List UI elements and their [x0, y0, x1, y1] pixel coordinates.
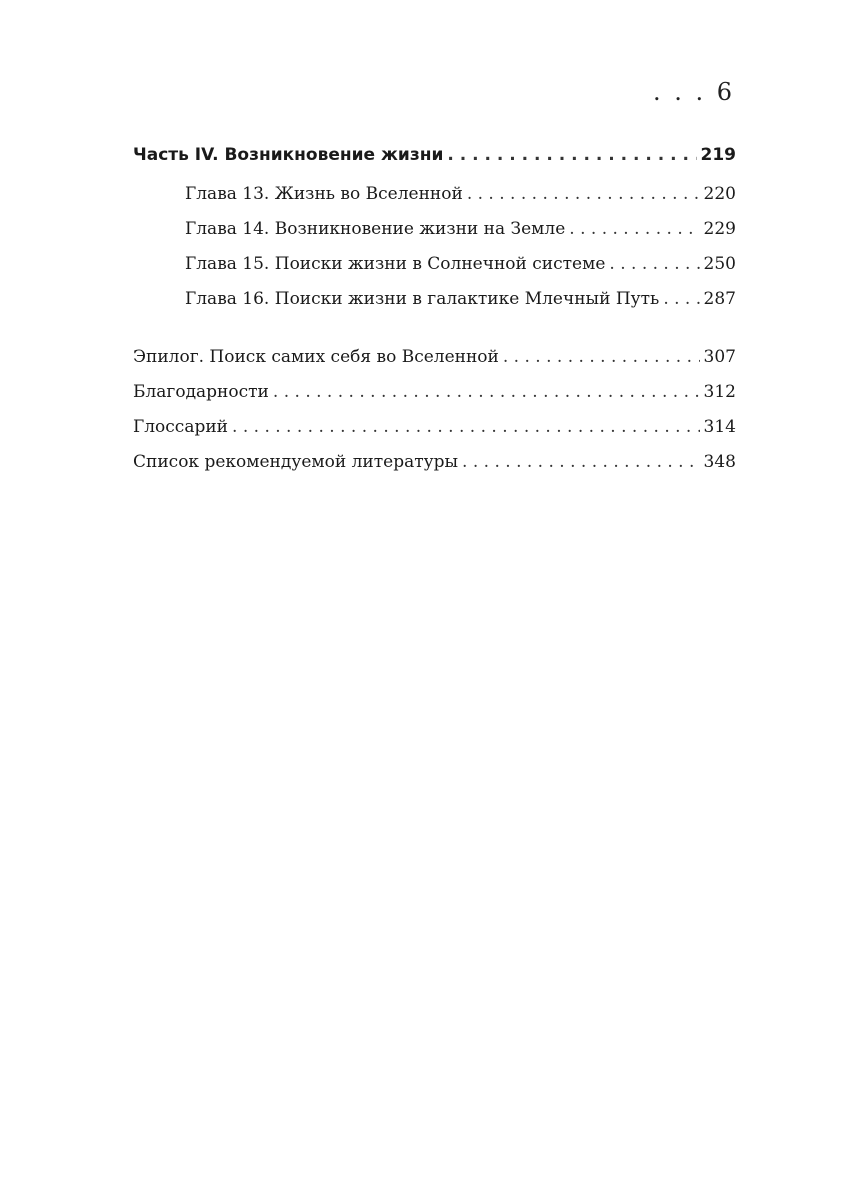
page-number: . . . 6 [652, 78, 735, 106]
toc-dot-leader [232, 417, 700, 437]
toc-back-title: Глоссарий [133, 417, 229, 437]
toc-part-entry[interactable] [133, 145, 736, 165]
toc-chapter-title: Глава 13. Жизнь во Вселенной [185, 184, 463, 204]
toc-chapter-page: 220 [703, 184, 736, 204]
toc-dot-leader [569, 219, 699, 239]
toc-part-title: Часть IV. Возникновение жизни [133, 145, 444, 165]
toc-dot-leader [503, 347, 700, 367]
toc-back-title: Список рекомендуемой литературы [133, 452, 459, 472]
toc-chapter-entry-14[interactable] [133, 219, 736, 239]
toc-back-title: Благодарности [133, 382, 269, 402]
toc-chapter-page: 229 [703, 219, 736, 239]
toc-back-page: 307 [703, 347, 736, 367]
toc-chapter-title: Глава 14. Возникновение жизни на Земле [185, 219, 566, 239]
toc-dot-leader [467, 184, 700, 204]
toc-dot-leader [273, 382, 700, 402]
toc-back-title: Эпилог. Поиск самих себя во Вселенной [133, 347, 499, 367]
table-of-contents [133, 145, 736, 487]
toc-acknowledgements-entry[interactable] [133, 382, 736, 402]
toc-back-page: 312 [703, 382, 736, 402]
toc-chapter-entry-15[interactable] [133, 254, 736, 274]
toc-dot-leader [663, 289, 699, 309]
toc-chapter-entry-16[interactable] [133, 289, 736, 309]
toc-glossary-entry[interactable] [133, 417, 736, 437]
toc-chapter-title: Глава 16. Поиски жизни в галактике Млечный Путь [185, 289, 660, 309]
toc-dot-leader [447, 145, 696, 165]
toc-back-page: 314 [703, 417, 736, 437]
toc-part-page: 219 [700, 145, 736, 165]
toc-dot-leader [609, 254, 699, 274]
toc-dot-leader [462, 452, 700, 472]
toc-chapter-title: Глава 15. Поиски жизни в Солнечной системе [185, 254, 606, 274]
toc-chapter-page: 287 [703, 289, 736, 309]
toc-epilogue-entry[interactable] [133, 347, 736, 367]
toc-chapter-page: 250 [703, 254, 736, 274]
toc-chapter-entry-13[interactable] [133, 184, 736, 204]
toc-reading-list-entry[interactable] [133, 452, 736, 472]
toc-back-page: 348 [703, 452, 736, 472]
